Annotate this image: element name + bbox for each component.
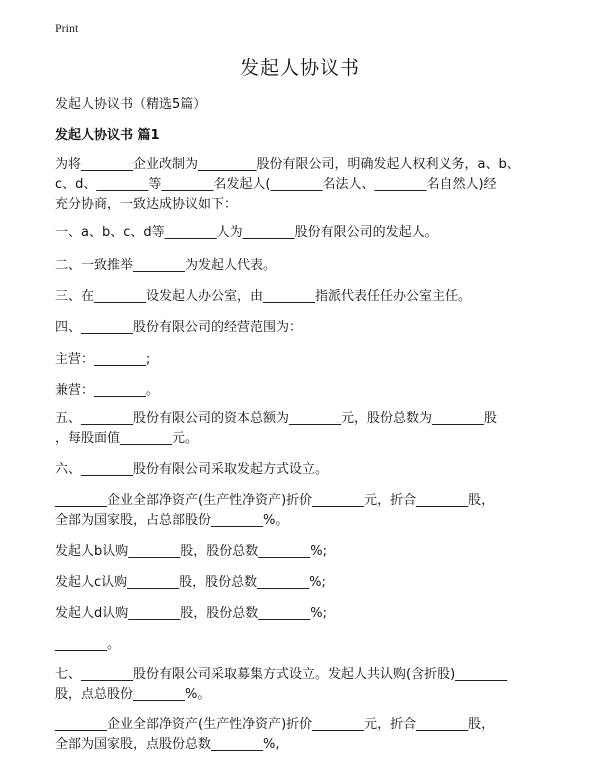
- paragraph-line: 股，点总股份________%。: [55, 687, 211, 702]
- paragraph-line: 全部为国家股，点股份总数________%,: [55, 737, 280, 752]
- print-link[interactable]: Print: [55, 21, 79, 35]
- paragraph-line: 全部为国家股，占总部股份________%。: [55, 513, 289, 528]
- paragraph-line: 兼营：________。: [55, 383, 160, 398]
- paragraph-line: 一、a、b、c、d等________人为________股份有限公司的发起人。: [55, 225, 438, 240]
- paragraph-line: 充分协商，一致达成协议如下：: [55, 197, 238, 212]
- paragraph-line: ________企业全部净资产(生产性净资产)折价________元，折合________股，: [55, 717, 495, 732]
- paragraph-line: 六、________股份有限公司采取发起方式设立。: [55, 462, 329, 477]
- paragraph-line: 发起人c认购________股，股份总数________%;: [55, 575, 326, 590]
- paragraph-line: 发起人d认购________股，股份总数________%;: [55, 606, 327, 621]
- paragraph-line: 二、一致推举________为发起人代表。: [55, 258, 277, 273]
- paragraph-line: 五、________股份有限公司的资本总额为________元，股份总数为________股: [55, 411, 498, 426]
- paragraph-line: 七、________股份有限公司采取募集方式设立。发起人共认购(含折股)________: [55, 667, 508, 682]
- paragraph-line: 为将________企业改制为_________股份有限公司，明确发起人权利义务，a、b、: [55, 157, 520, 172]
- paragraph-line: 主营：________;: [55, 352, 151, 367]
- paragraph-line: ________。: [55, 637, 121, 652]
- document-subtitle: 发起人协议书（精选5篇）: [55, 97, 207, 112]
- document-title: 发起人协议书: [239, 57, 360, 79]
- section-heading: 发起人协议书 篇1: [55, 128, 160, 143]
- paragraph-line: c、d、________等________名发起人(________名法人、________名自然人)经: [55, 177, 497, 192]
- paragraph-line: ，每股面值________元。: [55, 431, 199, 446]
- paragraph-line: ________企业全部净资产(生产性净资产)折价________元，折合________股，: [55, 493, 495, 508]
- paragraph-line: 四、________股份有限公司的经营范围为：: [55, 320, 303, 335]
- paragraph-line: 三、在________设发起人办公室，由________指派代表任任办公室主任。: [55, 289, 472, 304]
- paragraph-line: 发起人b认购________股，股份总数________%;: [55, 544, 327, 559]
